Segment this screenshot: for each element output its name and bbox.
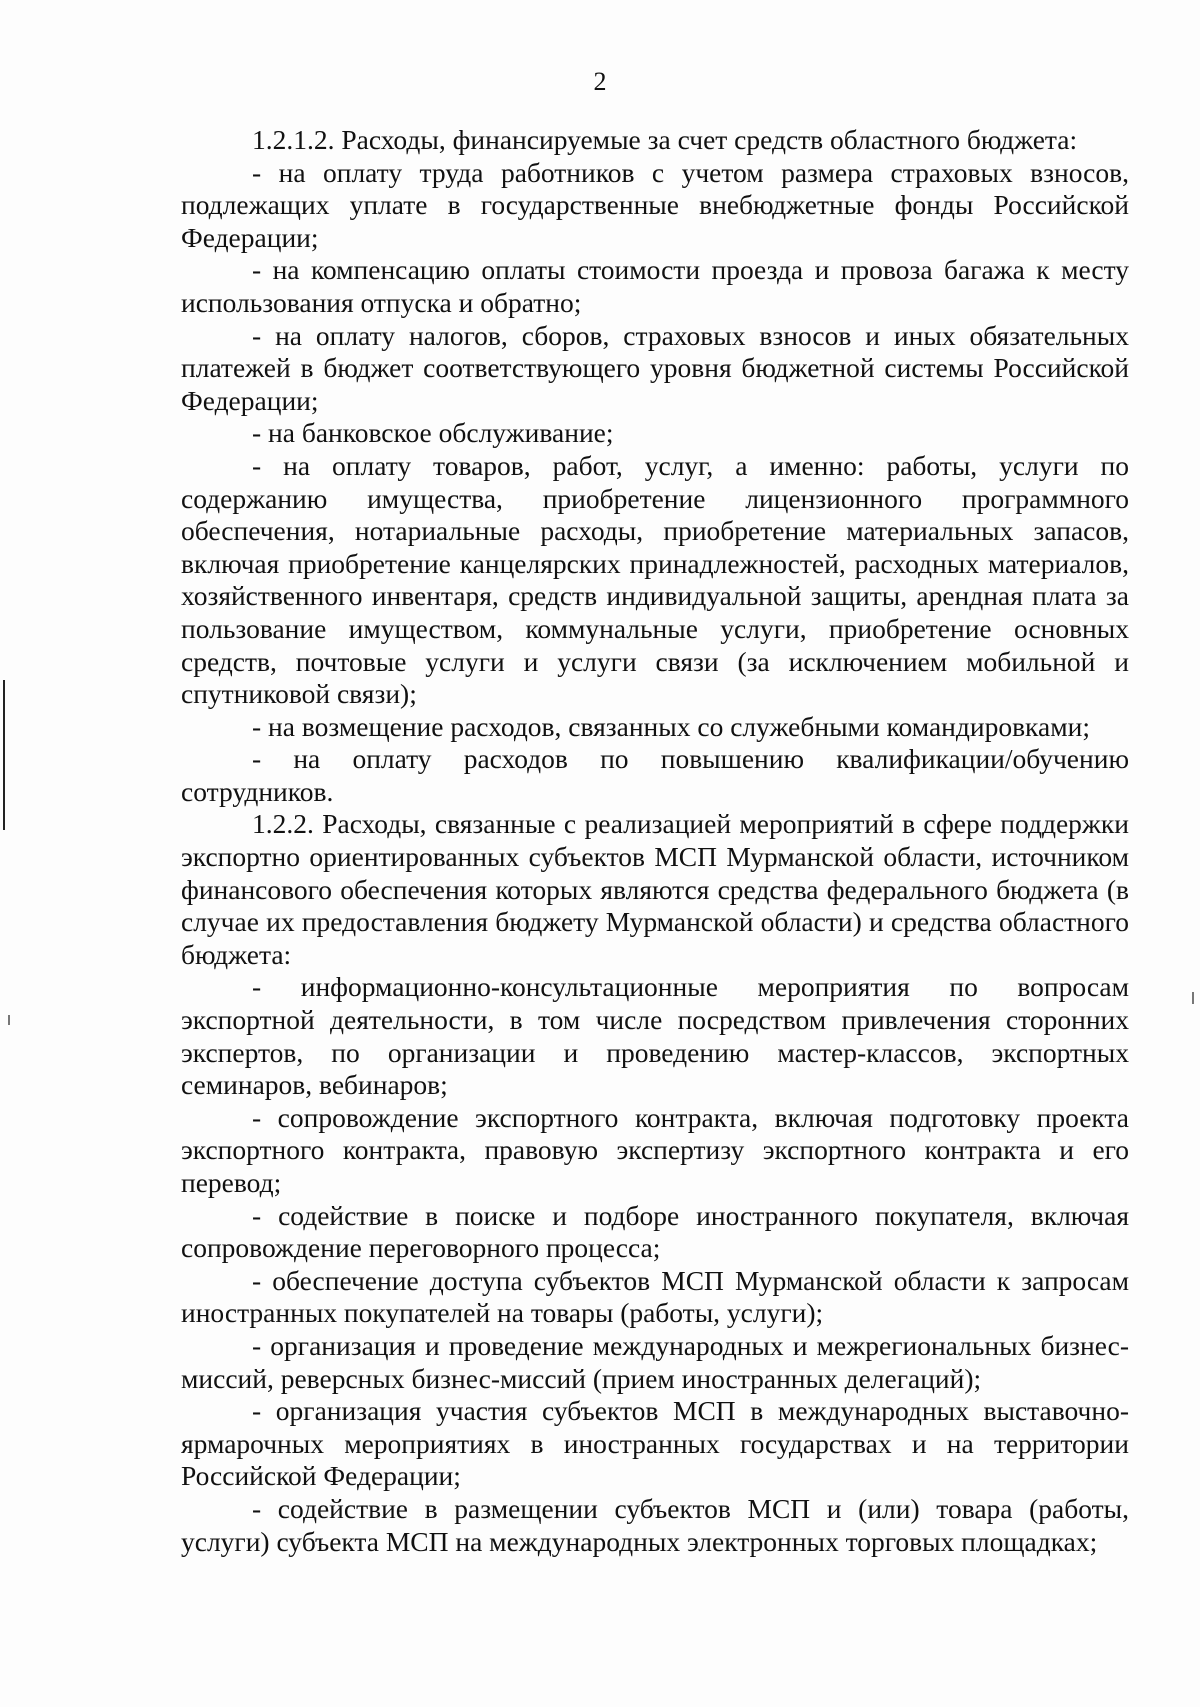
paragraph-list-item: - на возмещение расходов, связанных со служебными командировками; [252, 710, 1090, 742]
paragraph-list-item: - на компенсацию оплаты стоимости проезда и провоза багажа к месту использования отпуска и обратно; [181, 254, 1129, 318]
scan-margin-mark [3, 680, 5, 830]
scan-margin-dot [8, 1015, 10, 1025]
paragraph-list-item: - организация участия субъектов МСП в международных выставочно-ярмарочных мероприятиях в иностранных государствах и на территории Российской Федерации; [181, 1395, 1129, 1492]
paragraph-section-1-2-1-2: 1.2.1.2. Расходы, финансируемые за счет средств областного бюджета: [252, 124, 1078, 155]
paragraph-list-item: - на оплату товаров, работ, услуг, а именно: работы, услуги по содержанию имущества, приобретение лицензионного программного обеспечения, нотариальные расходы, приобретение материальных запасов, включая приобретение канцелярских принадлежностей, расходных материалов, хозяйственного инвентаря, средств индивидуальной защиты, арендная плата за пользование имуществом, коммунальные услуги, приобретение основных средств, почтовые услуги и услуги связи (за исключением мобильной и спутниковой связи); [181, 449, 1129, 710]
paragraph-list-item: - на оплату расходов по повышению квалификации/обучению сотрудников. [181, 743, 1129, 807]
paragraph-list-item: - организация и проведение международных и межрегиональных бизнес-миссий, реверсных бизнес-миссий (прием иностранных делегаций); [181, 1329, 1129, 1394]
paragraph-list-item: - содействие в размещении субъектов МСП и (или) товара (работы, услуги) субъекта МСП на международных электронных торговых площадках; [181, 1492, 1129, 1557]
scan-margin-dot [1192, 992, 1194, 1004]
paragraph-list-item: - на банковское обслуживание; [252, 417, 614, 449]
paragraph-section-1-2-2: 1.2.2. Расходы, связанные с реализацией мероприятий в сфере поддержки экспортно ориентированных субъектов МСП Мурманской области, источником финансового обеспечения которых являются средства федерального бюджета (в случае их предоставления бюджету Мурманской области) и средства областного бюджета: [181, 808, 1129, 970]
paragraph-list-item: - сопровождение экспортного контракта, включая подготовку проекта экспортного контракта, правовую экспертизу экспортного контракта и его перевод; [181, 1101, 1129, 1198]
paragraph-list-item: - информационно-консультационные мероприятия по вопросам экспортной деятельности, в том числе посредством привлечения сторонних экспертов, по организации и проведению мастер-классов, экспортных семинаров, вебинаров; [181, 971, 1129, 1101]
paragraph-list-item: - на оплату налогов, сборов, страховых взносов и иных обязательных платежей в бюджет соответствующего уровня бюджетной системы Российской Федерации; [181, 319, 1129, 416]
paragraph-list-item: - на оплату труда работников с учетом размера страховых взносов, подлежащих уплате в государственные внебюджетные фонды Российской Федерации; [181, 156, 1129, 253]
page-number: 2 [593, 67, 607, 96]
paragraph-list-item: - содействие в поиске и подборе иностранного покупателя, включая сопровождение переговорного процесса; [181, 1199, 1129, 1264]
document-body [181, 124, 1129, 1558]
paragraph-list-item: - обеспечение доступа субъектов МСП Мурманской области к запросам иностранных покупателей на товары (работы, услуги); [181, 1264, 1129, 1329]
